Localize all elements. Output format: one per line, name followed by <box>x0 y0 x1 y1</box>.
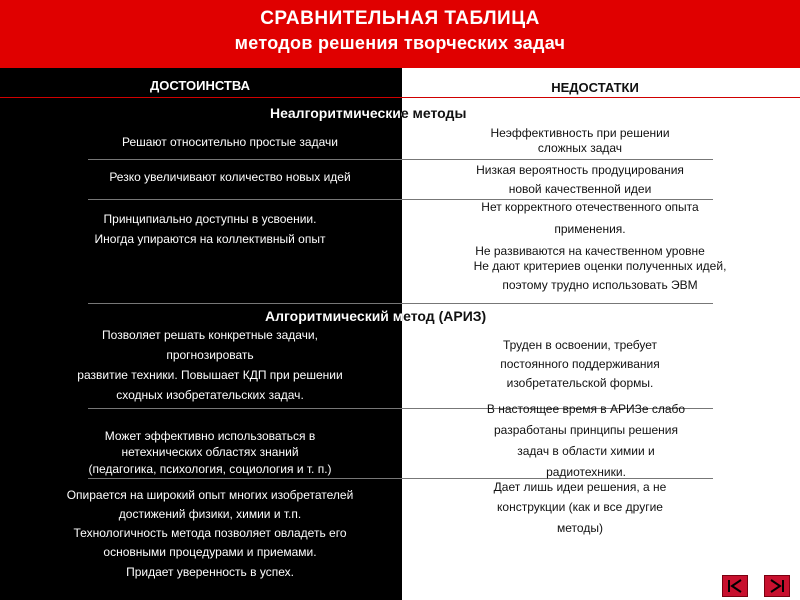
advantages-header: ДОСТОИНСТВА <box>149 78 251 93</box>
section-title-nonalgorithmic: Неалгоритмические методы <box>270 105 467 121</box>
title-banner <box>0 0 800 68</box>
first-slide-button[interactable] <box>722 575 748 597</box>
page-title: СРАВНИТЕЛЬНАЯ ТАБЛИЦА <box>260 8 540 29</box>
skip-to-end-icon <box>765 576 789 596</box>
skip-to-start-icon <box>723 576 747 596</box>
page-subtitle: методов решения творческих задач <box>234 33 566 53</box>
advantage-more-ideas: Резко увеличивают количество новых идей <box>109 170 351 184</box>
row-divider <box>88 159 713 160</box>
disadvantage-no-quality-development: Не развиваются на качественном уровне <box>475 244 705 258</box>
advantage-simple-tasks: Решают относительно простые задачи <box>122 135 338 149</box>
header-divider <box>0 97 800 98</box>
row-divider <box>88 303 713 304</box>
last-slide-button[interactable] <box>764 575 790 597</box>
disadvantages-header: НЕДОСТАТКИ <box>551 80 639 95</box>
section-title-algorithmic: Алгоритмический метод (АРИЗ) <box>265 308 487 324</box>
